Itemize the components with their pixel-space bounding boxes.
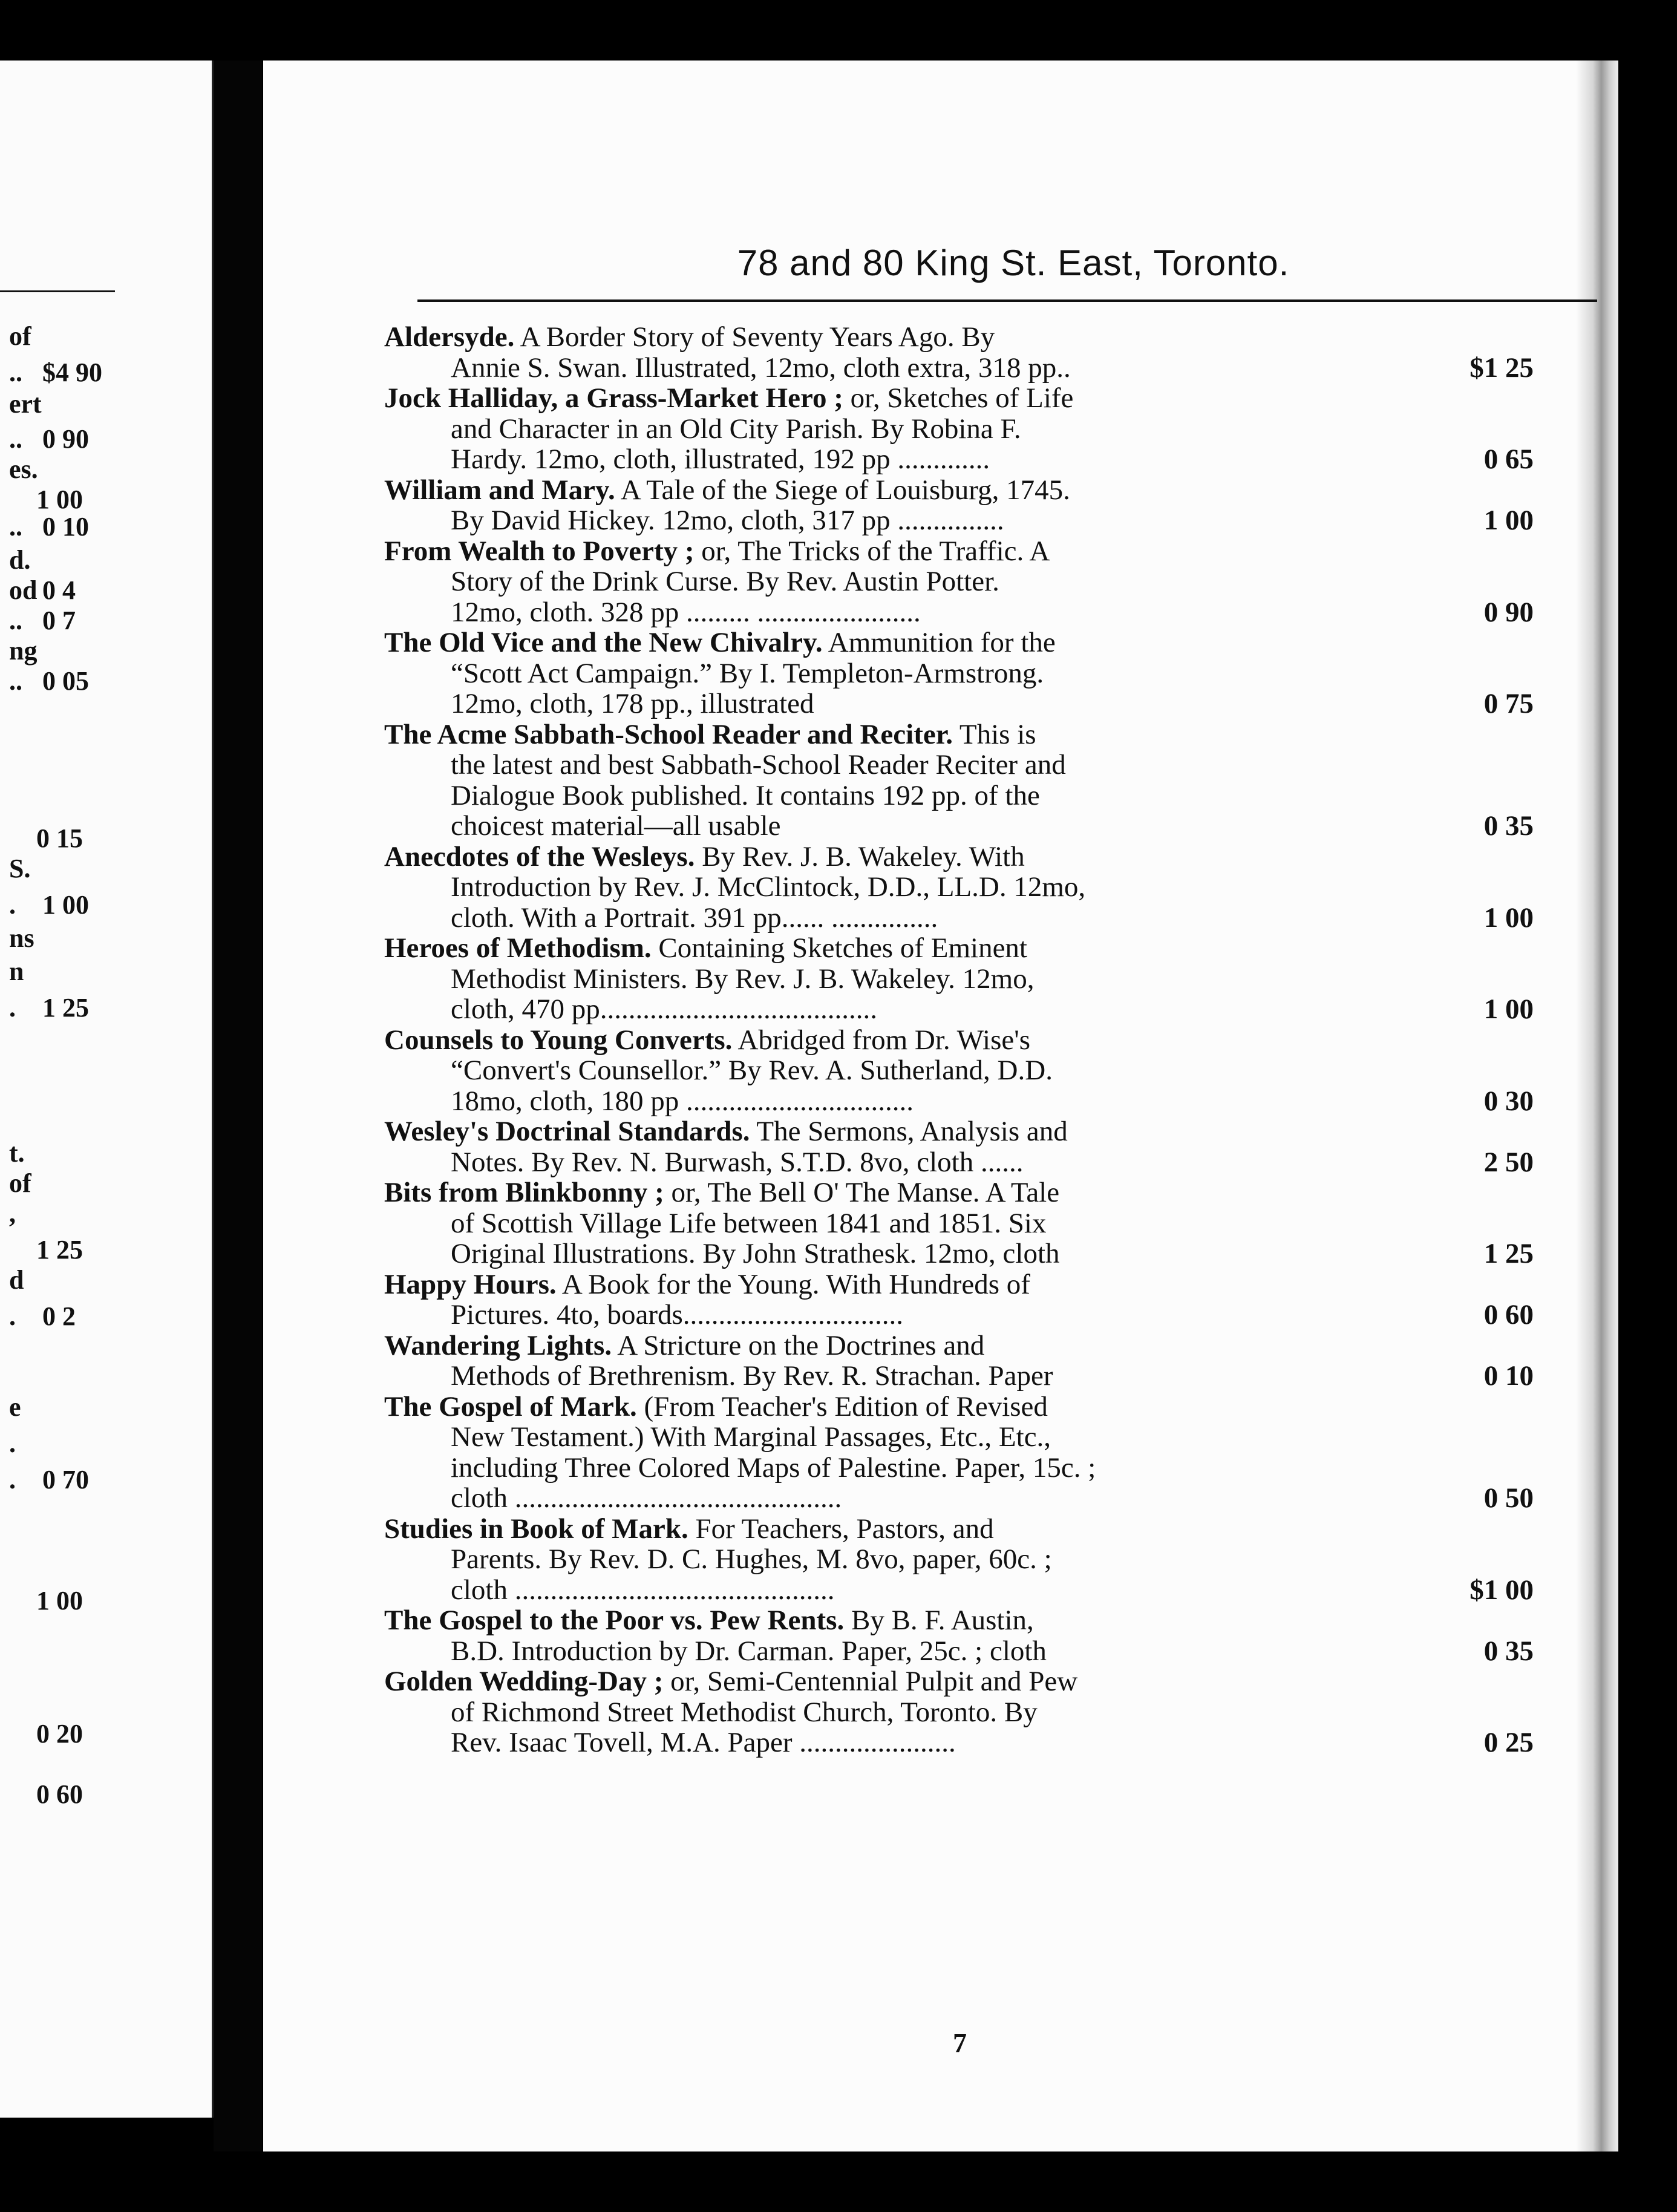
catalogue-entry bbox=[384, 322, 1534, 383]
facing-page-fragment bbox=[0, 61, 214, 2118]
entry-continuation-line: New Testament.) With Marginal Passages, Etc., Etc., bbox=[451, 1421, 1051, 1453]
entry-price: 0 10 bbox=[1483, 1360, 1534, 1392]
facing-page-word: , bbox=[9, 1199, 16, 1228]
facing-page-word: .. bbox=[9, 424, 22, 454]
catalogue-entry bbox=[384, 1025, 1534, 1117]
facing-page-word: . bbox=[9, 1428, 16, 1458]
entry-continuation-line: the latest and best Sabbath-School Reader Reciter and bbox=[451, 749, 1066, 780]
facing-page-price: 1 25 bbox=[42, 993, 89, 1023]
entry-title: The Gospel to the Poor vs. Pew Rents. bbox=[384, 1605, 845, 1636]
entry-first-line bbox=[384, 1605, 1534, 1636]
entry-continuation-line: of Richmond Street Methodist Church, Toronto. By bbox=[451, 1696, 1038, 1728]
entry-continuation-line: cloth, 470 pp....................................... bbox=[451, 993, 877, 1025]
facing-page-word: d. bbox=[9, 545, 31, 575]
entry-continuation-line: choicest material—all usable bbox=[451, 810, 781, 842]
catalogue-entry bbox=[384, 1269, 1534, 1330]
facing-page-word: .. bbox=[9, 358, 22, 387]
entry-price: 0 60 bbox=[1483, 1299, 1534, 1330]
facing-page-price: 0 4 bbox=[42, 575, 76, 605]
catalogue-entry bbox=[384, 842, 1534, 934]
facing-page-word: es. bbox=[9, 454, 38, 484]
facing-page-rule bbox=[0, 290, 115, 292]
facing-page-price: 0 20 bbox=[36, 1719, 83, 1749]
entry-price: 0 30 bbox=[1483, 1085, 1534, 1117]
entry-price: 0 90 bbox=[1483, 596, 1534, 628]
entry-description: This is bbox=[953, 718, 1036, 750]
catalogue-page bbox=[263, 61, 1618, 2151]
book-catalogue-list bbox=[384, 322, 1534, 1758]
entry-price: 0 25 bbox=[1483, 1727, 1534, 1758]
entry-description: The Sermons, Analysis and bbox=[750, 1116, 1068, 1147]
facing-page-word: ns bbox=[9, 923, 34, 953]
entry-first-line bbox=[384, 842, 1534, 872]
facing-page-word: .. bbox=[9, 512, 22, 542]
facing-page-word: . bbox=[9, 1465, 16, 1494]
facing-page-word: d bbox=[9, 1265, 24, 1295]
entry-title: William and Mary. bbox=[384, 474, 615, 506]
entry-description: Abridged from Dr. Wise's bbox=[732, 1024, 1031, 1056]
entry-first-line bbox=[384, 1514, 1534, 1545]
page-edge-shadow bbox=[1576, 61, 1618, 2151]
entry-continuation-line: including Three Colored Maps of Palestine. Paper, 15c. ; bbox=[451, 1451, 1096, 1484]
entry-description: or, Sketches of Life bbox=[843, 382, 1074, 414]
entry-continuation-line: Methods of Brethrenism. By Rev. R. Strachan. Paper bbox=[451, 1360, 1053, 1392]
entry-continuation-line: By David Hickey. 12mo, cloth, 317 pp ............... bbox=[451, 505, 1004, 536]
entry-continuation-line: Methodist Ministers. By Rev. J. B. Wakeley. 12mo, bbox=[451, 963, 1035, 995]
catalogue-entry bbox=[384, 1177, 1534, 1269]
entry-price: $1 00 bbox=[1469, 1574, 1534, 1606]
entry-title: Wandering Lights. bbox=[384, 1329, 612, 1361]
facing-page-word: .. bbox=[9, 606, 22, 635]
facing-page-word: e bbox=[9, 1392, 21, 1422]
entry-continuation-line: Dialogue Book published. It contains 192 pp. of the bbox=[451, 779, 1040, 811]
facing-page-word: S. bbox=[9, 854, 31, 883]
catalogue-entry bbox=[384, 475, 1534, 536]
entry-continuation-line: “Scott Act Campaign.” By I. Templeton-Armstrong. bbox=[451, 657, 1044, 689]
entry-continuation-line: cloth ............................................. bbox=[451, 1574, 835, 1606]
entry-price: 1 25 bbox=[1483, 1238, 1534, 1269]
entry-title: Wesley's Doctrinal Standards. bbox=[384, 1116, 750, 1147]
entry-description: A Stricture on the Doctrines and bbox=[612, 1329, 985, 1361]
entry-price: 0 35 bbox=[1483, 810, 1534, 842]
entry-continuation-line: and Character in an Old City Parish. By Robina F. bbox=[451, 413, 1021, 445]
facing-page-word: od bbox=[9, 575, 38, 605]
entry-first-line bbox=[384, 322, 1534, 353]
entry-title: Golden Wedding-Day ; bbox=[384, 1666, 664, 1697]
catalogue-entry bbox=[384, 1116, 1534, 1177]
entry-first-line bbox=[384, 383, 1534, 414]
facing-page-price: 0 15 bbox=[36, 823, 83, 853]
entry-title: Jock Halliday, a Grass-Market Hero ; bbox=[384, 382, 843, 414]
facing-page-word: . bbox=[9, 993, 16, 1023]
entry-continuation-line: cloth. With a Portrait. 391 pp...... ............... bbox=[451, 901, 938, 934]
entry-description: For Teachers, Pastors, and bbox=[688, 1513, 994, 1545]
facing-page-price: 1 25 bbox=[36, 1235, 83, 1265]
facing-page-price: 0 10 bbox=[42, 512, 89, 542]
catalogue-entry bbox=[384, 1514, 1534, 1606]
facing-page-word: .. bbox=[9, 666, 22, 696]
entry-first-line bbox=[384, 475, 1534, 506]
entry-description: Ammunition for the bbox=[822, 627, 1056, 658]
entry-first-line bbox=[384, 1666, 1534, 1697]
facing-page-price: 1 00 bbox=[36, 485, 83, 514]
entry-continuation-line: “Convert's Counsellor.” By Rev. A. Sutherland, D.D. bbox=[451, 1055, 1053, 1086]
entry-continuation-line: Original Illustrations. By John Strathesk. 12mo, cloth bbox=[451, 1238, 1060, 1269]
entry-description: A Tale of the Siege of Louisburg, 1745. bbox=[615, 474, 1070, 506]
entry-continuation-line: Annie S. Swan. Illustrated, 12mo, cloth extra, 318 pp.. bbox=[451, 352, 1071, 384]
facing-page-word: ert bbox=[9, 389, 42, 419]
entry-title: The Acme Sabbath-School Reader and Reciter. bbox=[384, 718, 953, 750]
entry-description: or, The Tricks of the Traffic. A bbox=[694, 535, 1050, 567]
entry-continuation-line: B.D. Introduction by Dr. Carman. Paper, 25c. ; cloth bbox=[451, 1635, 1047, 1667]
running-head: 78 and 80 King St. East, Toronto. bbox=[737, 243, 1290, 283]
facing-page-word: ng bbox=[9, 636, 38, 666]
facing-page-word: . bbox=[9, 890, 16, 920]
entry-price: 0 50 bbox=[1483, 1482, 1534, 1514]
facing-page-price: 1 00 bbox=[36, 1586, 83, 1615]
entry-description: A Border Story of Seventy Years Ago. By bbox=[514, 321, 995, 353]
entry-description: By B. F. Austin, bbox=[844, 1605, 1034, 1636]
catalogue-entry bbox=[384, 1666, 1534, 1758]
facing-page-price: 0 7 bbox=[42, 606, 76, 635]
entry-price: 2 50 bbox=[1483, 1146, 1534, 1178]
catalogue-entry bbox=[384, 627, 1534, 719]
entry-description: (From Teacher's Edition of Revised bbox=[636, 1390, 1048, 1422]
catalogue-entry bbox=[384, 719, 1534, 842]
entry-continuation-line: Pictures. 4to, boards............................... bbox=[451, 1299, 904, 1330]
entry-price: 0 75 bbox=[1483, 688, 1534, 719]
entry-first-line bbox=[384, 1269, 1534, 1300]
entry-first-line bbox=[384, 1025, 1534, 1056]
catalogue-entry bbox=[384, 933, 1534, 1025]
facing-page-word: n bbox=[9, 957, 24, 986]
entry-price: 0 65 bbox=[1483, 443, 1534, 475]
entry-first-line bbox=[384, 1177, 1534, 1208]
entry-title: Bits from Blinkbonny ; bbox=[384, 1177, 664, 1208]
entry-first-line bbox=[384, 719, 1534, 750]
entry-continuation-line: of Scottish Village Life between 1841 and 1851. Six bbox=[451, 1207, 1047, 1239]
entry-first-line bbox=[384, 933, 1534, 964]
entry-continuation-line: Hardy. 12mo, cloth, illustrated, 192 pp ............. bbox=[451, 443, 990, 475]
page-number: 7 bbox=[953, 2027, 967, 2058]
catalogue-entry bbox=[384, 1392, 1534, 1514]
entry-title: The Old Vice and the New Chivalry. bbox=[384, 627, 823, 658]
catalogue-entry bbox=[384, 536, 1534, 628]
entry-title: Anecdotes of the Wesleys. bbox=[384, 840, 695, 872]
entry-description: Containing Sketches of Eminent bbox=[651, 932, 1027, 964]
entry-price: 1 00 bbox=[1483, 901, 1534, 934]
facing-page-price: 0 70 bbox=[42, 1465, 89, 1494]
entry-continuation-line: Rev. Isaac Tovell, M.A. Paper ...................... bbox=[451, 1727, 956, 1758]
entry-title: Counsels to Young Converts. bbox=[384, 1024, 733, 1056]
entry-continuation-line: Parents. By Rev. D. C. Hughes, M. 8vo, paper, 60c. ; bbox=[451, 1543, 1052, 1575]
entry-first-line bbox=[384, 1392, 1534, 1422]
entry-continuation-line: Introduction by Rev. J. McClintock, D.D., LL.D. 12mo, bbox=[451, 871, 1086, 903]
entry-first-line bbox=[384, 1330, 1534, 1361]
entry-first-line bbox=[384, 536, 1534, 567]
catalogue-entry bbox=[384, 1605, 1534, 1666]
entry-continuation-line: Notes. By Rev. N. Burwash, S.T.D. 8vo, cloth ...... bbox=[451, 1146, 1024, 1178]
book-gutter bbox=[214, 61, 262, 2151]
facing-page-price: 0 60 bbox=[36, 1779, 83, 1809]
entry-description: By Rev. J. B. Wakeley. With bbox=[695, 840, 1025, 872]
entry-continuation-line: cloth .............................................. bbox=[451, 1482, 842, 1514]
facing-page-word: . bbox=[9, 1301, 16, 1331]
facing-page-word: of bbox=[9, 1168, 31, 1198]
facing-page-price: 0 05 bbox=[42, 666, 89, 696]
entry-first-line bbox=[384, 627, 1534, 658]
facing-page-word: of bbox=[9, 321, 31, 351]
catalogue-entry bbox=[384, 1330, 1534, 1392]
entry-continuation-line: Story of the Drink Curse. By Rev. Austin Potter. bbox=[451, 566, 999, 597]
entry-price: $1 25 bbox=[1469, 352, 1534, 384]
catalogue-entry bbox=[384, 383, 1534, 475]
entry-price: 1 00 bbox=[1483, 993, 1534, 1025]
facing-page-word: t. bbox=[9, 1138, 25, 1168]
entry-price: 0 35 bbox=[1483, 1635, 1534, 1667]
entry-title: Studies in Book of Mark. bbox=[384, 1513, 688, 1545]
facing-page-price: $4 90 bbox=[42, 358, 102, 387]
entry-description: or, Semi-Centennial Pulpit and Pew bbox=[663, 1666, 1078, 1697]
facing-page-price: 0 2 bbox=[42, 1301, 76, 1331]
header-rule bbox=[417, 299, 1597, 302]
entry-description: A Book for the Young. With Hundreds of bbox=[556, 1268, 1030, 1300]
entry-title: Happy Hours. bbox=[384, 1268, 557, 1300]
entry-title: Heroes of Methodism. bbox=[384, 932, 652, 964]
entry-continuation-line: 12mo, cloth, 178 pp., illustrated bbox=[451, 688, 814, 719]
entry-title: From Wealth to Poverty ; bbox=[384, 535, 695, 567]
entry-continuation-line: 18mo, cloth, 180 pp ................................ bbox=[451, 1085, 914, 1117]
facing-page-price: 1 00 bbox=[42, 890, 89, 920]
entry-first-line bbox=[384, 1116, 1534, 1147]
entry-description: or, The Bell O' The Manse. A Tale bbox=[664, 1177, 1060, 1208]
entry-title: Aldersyde. bbox=[384, 321, 515, 353]
facing-page-price: 0 90 bbox=[42, 424, 89, 454]
entry-title: The Gospel of Mark. bbox=[384, 1390, 637, 1422]
entry-continuation-line: 12mo, cloth. 328 pp ......... ....................... bbox=[451, 596, 921, 628]
entry-price: 1 00 bbox=[1483, 505, 1534, 536]
